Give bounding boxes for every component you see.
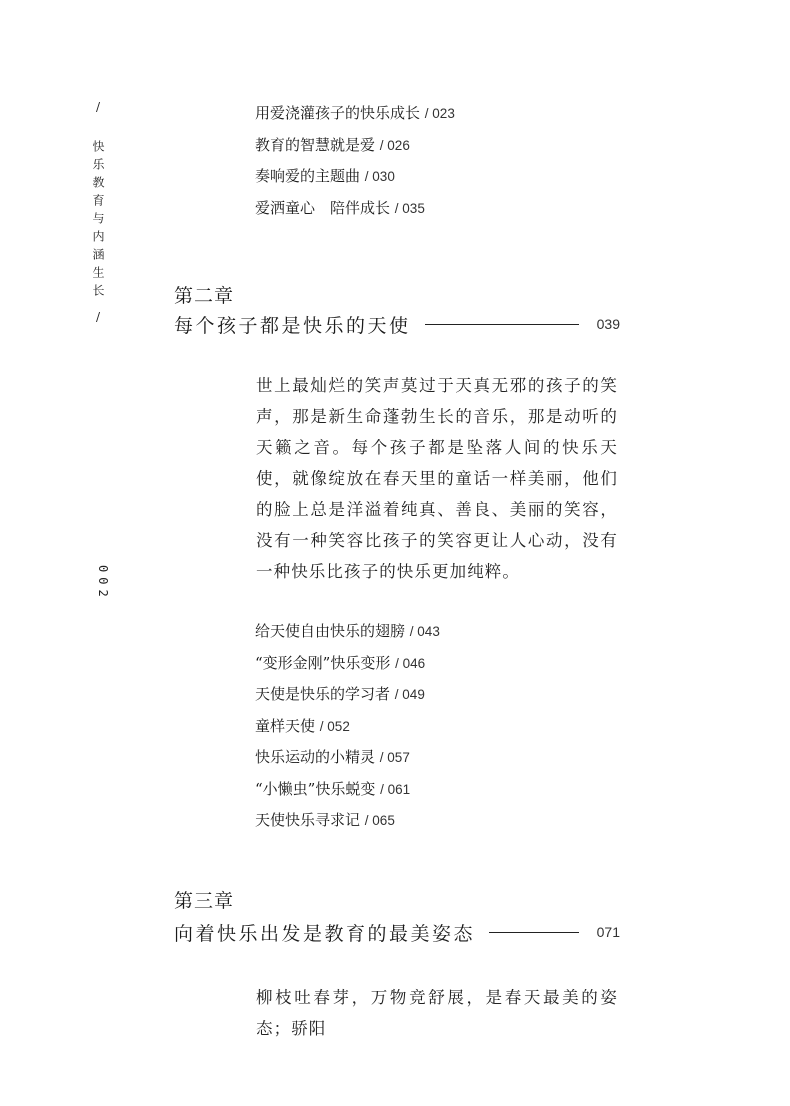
toc-entry-page: / 049 bbox=[394, 687, 425, 702]
toc-entry-title: 用爱浇灌孩子的快乐成长 bbox=[255, 104, 421, 122]
toc-entry-list-chapter1 bbox=[255, 98, 455, 224]
toc-entry-page: / 065 bbox=[364, 813, 395, 828]
toc-entry[interactable] bbox=[255, 774, 440, 806]
toc-entry[interactable] bbox=[255, 616, 440, 648]
toc-entry-page: / 043 bbox=[409, 624, 440, 639]
toc-entry-title: 给天使自由快乐的翅膀 bbox=[255, 622, 406, 640]
toc-entry[interactable] bbox=[255, 742, 440, 774]
toc-entry-list-chapter2 bbox=[255, 616, 440, 837]
chapter3-intro: 柳枝吐春芽，万物竞舒展，是春天最美的姿态；骄阳 bbox=[256, 988, 618, 1038]
chapter3-heading[interactable] bbox=[174, 918, 620, 946]
toc-entry-title: “小懒虫”快乐蜕变 bbox=[255, 779, 376, 798]
toc-entry-page: / 030 bbox=[364, 169, 395, 184]
running-book-title: 快乐教育与内涵生长 bbox=[91, 140, 105, 302]
chapter2-title: 每个孩子都是快乐的天使 bbox=[174, 314, 411, 337]
toc-entry[interactable] bbox=[255, 679, 440, 711]
toc-entry-title: 爱洒童心 陪伴成长 bbox=[255, 198, 391, 217]
chapter2-intro: 世上最灿烂的笑声莫过于天真无邪的孩子的笑声，那是新生命蓬勃生长的音乐，那是动听的天籁之音。每个孩子都是坠落人间的快乐天使，就像绽放在春天里的童话一样美丽，他们的脸上总是洋溢着纯真、善良、美丽的笑容，没有一种笑容比孩子的笑容更让人心动，没有一种快乐比孩子的快乐更加纯粹。 bbox=[256, 376, 618, 581]
toc-entry-title: “变形金刚”快乐变形 bbox=[255, 653, 391, 672]
toc-entry-page: / 023 bbox=[424, 106, 455, 121]
chapter3-title: 向着快乐出发是教育的最美姿态 bbox=[174, 922, 476, 945]
page-number: 002 bbox=[96, 565, 110, 602]
toc-entry-page: / 052 bbox=[319, 718, 350, 734]
chapter2-heading[interactable] bbox=[174, 310, 620, 338]
toc-entry-title: 童样天使 bbox=[255, 716, 316, 735]
toc-entry[interactable] bbox=[255, 130, 455, 162]
toc-entry[interactable] bbox=[255, 98, 455, 130]
chapter3-page: 071 bbox=[596, 924, 620, 940]
toc-entry-title: 教育的智慧就是爱 bbox=[255, 135, 376, 154]
sidebar-slash-bottom: / bbox=[95, 310, 101, 324]
toc-entry-title: 天使是快乐的学习者 bbox=[255, 685, 391, 703]
toc-entry-page: / 061 bbox=[380, 781, 411, 797]
sidebar-slash-top: / bbox=[95, 100, 101, 114]
toc-entry-page: / 057 bbox=[379, 750, 410, 765]
chapter3-label: 第三章 bbox=[174, 890, 235, 912]
toc-entry-title: 天使快乐寻求记 bbox=[255, 811, 361, 829]
chapter2-page: 039 bbox=[596, 316, 620, 332]
toc-entry-page: / 046 bbox=[395, 655, 426, 671]
toc-entry[interactable] bbox=[255, 648, 440, 680]
toc-entry-title: 奏响爱的主题曲 bbox=[255, 167, 361, 185]
toc-entry[interactable] bbox=[255, 711, 440, 743]
chapter3-rule bbox=[489, 932, 579, 933]
toc-entry-page: / 026 bbox=[379, 137, 410, 153]
toc-entry[interactable] bbox=[255, 193, 455, 225]
toc-entry[interactable] bbox=[255, 805, 440, 837]
chapter2-rule bbox=[425, 324, 579, 325]
toc-entry-title: 快乐运动的小精灵 bbox=[255, 748, 376, 766]
toc-entry-page: / 035 bbox=[394, 200, 425, 216]
toc-entry[interactable] bbox=[255, 161, 455, 193]
chapter2-label: 第二章 bbox=[174, 285, 235, 307]
